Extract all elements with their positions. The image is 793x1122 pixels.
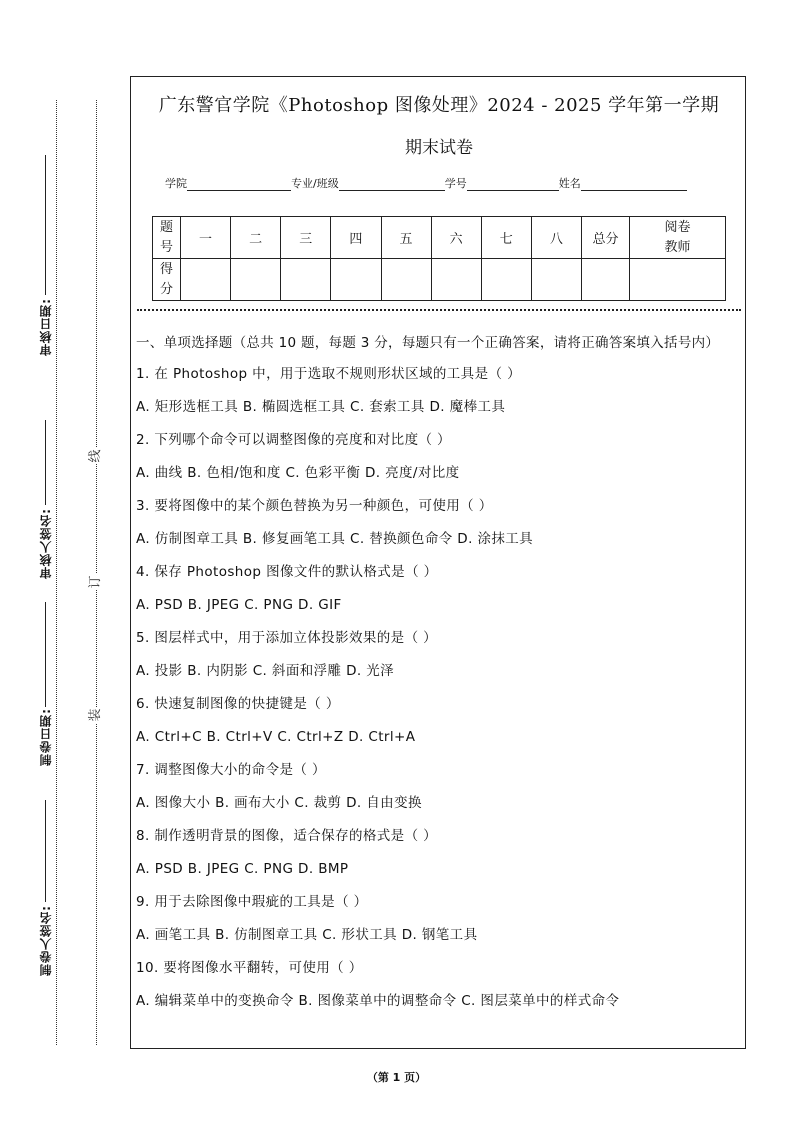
student-info-row: [165, 175, 687, 191]
options-line: A. 曲线 B. 色相/饱和度 C. 色彩平衡 D. 亮度/对比度: [136, 465, 460, 481]
exam-title: 广东警官学院《Photoshop 图像处理》2024 - 2025 学年第一学期: [158, 95, 720, 116]
score-cell-5[interactable]: [381, 259, 431, 301]
maker-date-underline: [45, 602, 46, 707]
name-field[interactable]: [581, 179, 687, 191]
col-3: 三: [281, 217, 331, 259]
question-line: 4. 保存 Photoshop 图像文件的默认格式是（ ）: [136, 564, 438, 580]
score-cell-2[interactable]: [231, 259, 281, 301]
col-grader: 阅卷教师: [630, 217, 726, 259]
question-section: [136, 333, 742, 1024]
col-6: 六: [431, 217, 481, 259]
col-5: 五: [381, 217, 431, 259]
col-total: 总分: [582, 217, 630, 259]
college-label: 学院: [165, 177, 187, 190]
options-line: A. 编辑菜单中的变换命令 B. 图像菜单中的调整命令 C. 图层菜单中的样式命令: [136, 993, 620, 1009]
options-line: A. 矩形选框工具 B. 椭圆选框工具 C. 套索工具 D. 魔棒工具: [136, 399, 506, 415]
options-line: A. 投影 B. 内阴影 C. 斜面和浮雕 D. 光泽: [136, 663, 395, 679]
question-line: 3. 要将图像中的某个颜色替换为另一种颜色，可使用（ ）: [136, 498, 493, 514]
question-line: 7. 调整图像大小的命令是（ ）: [136, 762, 326, 778]
score-cell-3[interactable]: [281, 259, 331, 301]
question-line: 2. 下列哪个命令可以调整图像的亮度和对比度（ ）: [136, 432, 451, 448]
options-line: A. 图像大小 B. 画布大小 C. 裁剪 D. 自由变换: [136, 795, 422, 811]
page-number: （第 1 页）: [366, 1071, 427, 1084]
question-line: 1. 在 Photoshop 中，用于选取不规则形状区域的工具是（ ）: [136, 366, 521, 382]
score-cell-4[interactable]: [331, 259, 381, 301]
options-line: A. 画笔工具 B. 仿制图章工具 C. 形状工具 D. 钢笔工具: [136, 927, 478, 943]
options-line: A. PSD B. JPEG C. PNG D. GIF: [136, 597, 342, 613]
score-header: 得分: [153, 259, 181, 301]
options-line: A. 仿制图章工具 B. 修复画笔工具 C. 替换颜色命令 D. 涂抹工具: [136, 531, 534, 547]
col-4: 四: [331, 217, 381, 259]
dotted-separator: [137, 309, 741, 312]
score-cell-7[interactable]: [481, 259, 531, 301]
binding-dotted-line: [96, 100, 97, 1045]
binding-word-line: 线: [88, 449, 103, 463]
major-class-label: 专业/班级: [291, 177, 339, 190]
question-line: 8. 制作透明背景的图像，适合保存的格式是（ ）: [136, 828, 438, 844]
score-cell-total[interactable]: [582, 259, 630, 301]
question-line: 9. 用于去除图像中瑕疵的工具是（ ）: [136, 894, 368, 910]
section-title: 一、单项选择题（总共 10 题，每题 3 分，每题只有一个正确答案，请将正确答案填入括号内）: [136, 335, 720, 351]
college-field[interactable]: [187, 179, 291, 191]
binding-word-bind: 装: [88, 708, 103, 722]
col-8: 八: [531, 217, 581, 259]
outer-dotted-line: [56, 100, 57, 1045]
score-cell-8[interactable]: [531, 259, 581, 301]
options-line: A. Ctrl+C B. Ctrl+V C. Ctrl+Z D. Ctrl+A: [136, 729, 416, 745]
score-cell-1[interactable]: [181, 259, 231, 301]
major-class-field[interactable]: [339, 179, 445, 191]
col-1: 一: [181, 217, 231, 259]
student-id-field[interactable]: [467, 179, 559, 191]
question-number-header: 题号: [153, 217, 181, 259]
maker-date-label: 制卷日期:: [38, 708, 53, 766]
score-table: [152, 216, 726, 301]
score-cell-6[interactable]: [431, 259, 481, 301]
name-label: 姓名: [558, 177, 581, 190]
question-line: 6. 快速复制图像的快捷键是（ ）: [136, 696, 340, 712]
score-table-header-row: [153, 217, 726, 259]
binding-word-staple: 订: [88, 575, 103, 589]
score-cell-grader[interactable]: [630, 259, 726, 301]
maker-signature-underline: [45, 800, 46, 902]
review-date-underline: [45, 155, 46, 295]
options-line: A. PSD B. JPEG C. PNG D. BMP: [136, 861, 349, 877]
question-line: 10. 要将图像水平翻转，可使用（ ）: [136, 960, 363, 976]
reviewer-signature-label: 审核人签名:: [38, 508, 53, 579]
col-2: 二: [231, 217, 281, 259]
student-id-label: 学号: [444, 177, 467, 190]
reviewer-signature-underline: [45, 420, 46, 505]
question-line: 5. 图层样式中，用于添加立体投影效果的是（ ）: [136, 630, 438, 646]
col-7: 七: [481, 217, 531, 259]
review-date-label: 审核日期:: [38, 298, 53, 356]
exam-subtitle: 期末试卷: [405, 138, 473, 158]
exam-frame: [130, 76, 746, 1049]
score-table-score-row: [153, 259, 726, 301]
maker-signature-label: 制卷人签名:: [38, 905, 53, 976]
